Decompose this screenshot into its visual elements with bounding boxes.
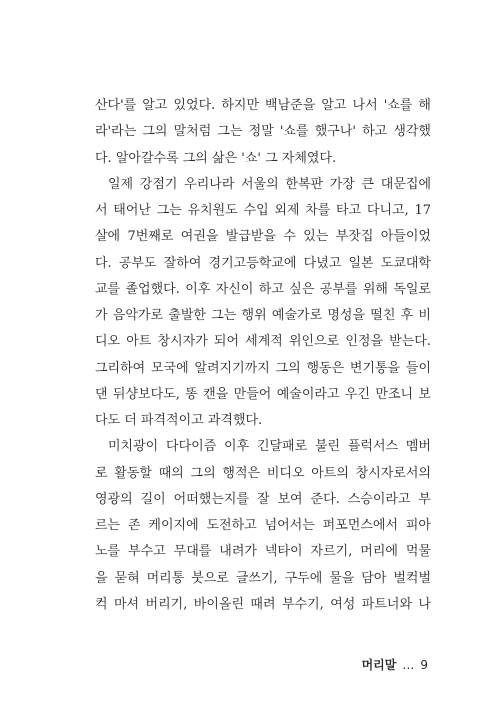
text-line: 다. 알아갈수록 그의 삶은 '쇼' 그 자체였다. bbox=[95, 150, 337, 166]
body-text bbox=[95, 93, 431, 618]
text-line: 교를 졸업했다. 이후 자신이 하고 싶은 공부를 위해 독일로 bbox=[95, 281, 431, 297]
text-line: 서 태어난 그는 유치원도 수입 외제 차를 타고 다니고, 17 bbox=[95, 203, 431, 218]
text-line: 산다'를 알고 있었다. 하지만 백남준을 알고 나서 '쇼를 해 bbox=[95, 98, 431, 113]
section-title: 머리말 bbox=[361, 658, 397, 672]
text-line: 르는 존 케이지에 도전하고 넘어서는 퍼포먼스에서 피아 bbox=[95, 518, 431, 533]
page-footer bbox=[362, 656, 428, 673]
text-line: 살에 7번째로 여권을 발급받을 수 있는 부잣집 아들이었 bbox=[95, 229, 431, 245]
text-line: 디오 아트 창시자가 되어 세계적 위인으로 인정을 받는다. bbox=[95, 334, 431, 350]
footer-separator: … bbox=[402, 658, 415, 672]
text-line: 을 묻혀 머리통 붓으로 글쓰기, 구두에 물을 담아 벌컥벌 bbox=[95, 570, 431, 586]
text-line: 미치광이 다다이즘 이후 긴달패로 불린 플럭서스 멤버 bbox=[108, 439, 431, 455]
page-number: 9 bbox=[420, 658, 428, 672]
text-line: 다도 더 파격적이고 과격했다. bbox=[95, 413, 263, 428]
text-line: 일제 강점기 우리나라 서울의 한복판 가장 큰 대문집에 bbox=[108, 176, 431, 192]
text-line: 컥 마셔 버리기, 바이올린 때려 부수기, 여성 파트너와 나 bbox=[95, 596, 431, 612]
text-line: 로 활동할 때의 그의 행적은 비디오 아트의 창시자로서의 bbox=[95, 465, 431, 481]
text-line: 그리하여 모국에 알려지기까지 그의 행동은 변기통을 들이 bbox=[95, 360, 431, 376]
text-line: 라'라는 그의 말처럼 그는 정말 '쇼를 했구나' 하고 생각했 bbox=[95, 124, 431, 140]
text-line: 댄 뒤샹보다도, 똥 캔을 만들어 예술이라고 우긴 만조니 보 bbox=[95, 386, 431, 402]
text-line: 영광의 길이 어떠했는지를 잘 보여 준다. 스승이라고 부 bbox=[95, 491, 431, 507]
text-line: 노를 부수고 무대를 내려가 넥타이 자르기, 머리에 먹물 bbox=[95, 544, 431, 560]
text-line: 가 음악가로 출발한 그는 행위 예술가로 명성을 떨친 후 비 bbox=[95, 308, 431, 323]
text-line: 다. 공부도 잘하여 경기고등학교에 다녔고 일본 도쿄대학 bbox=[95, 255, 431, 271]
